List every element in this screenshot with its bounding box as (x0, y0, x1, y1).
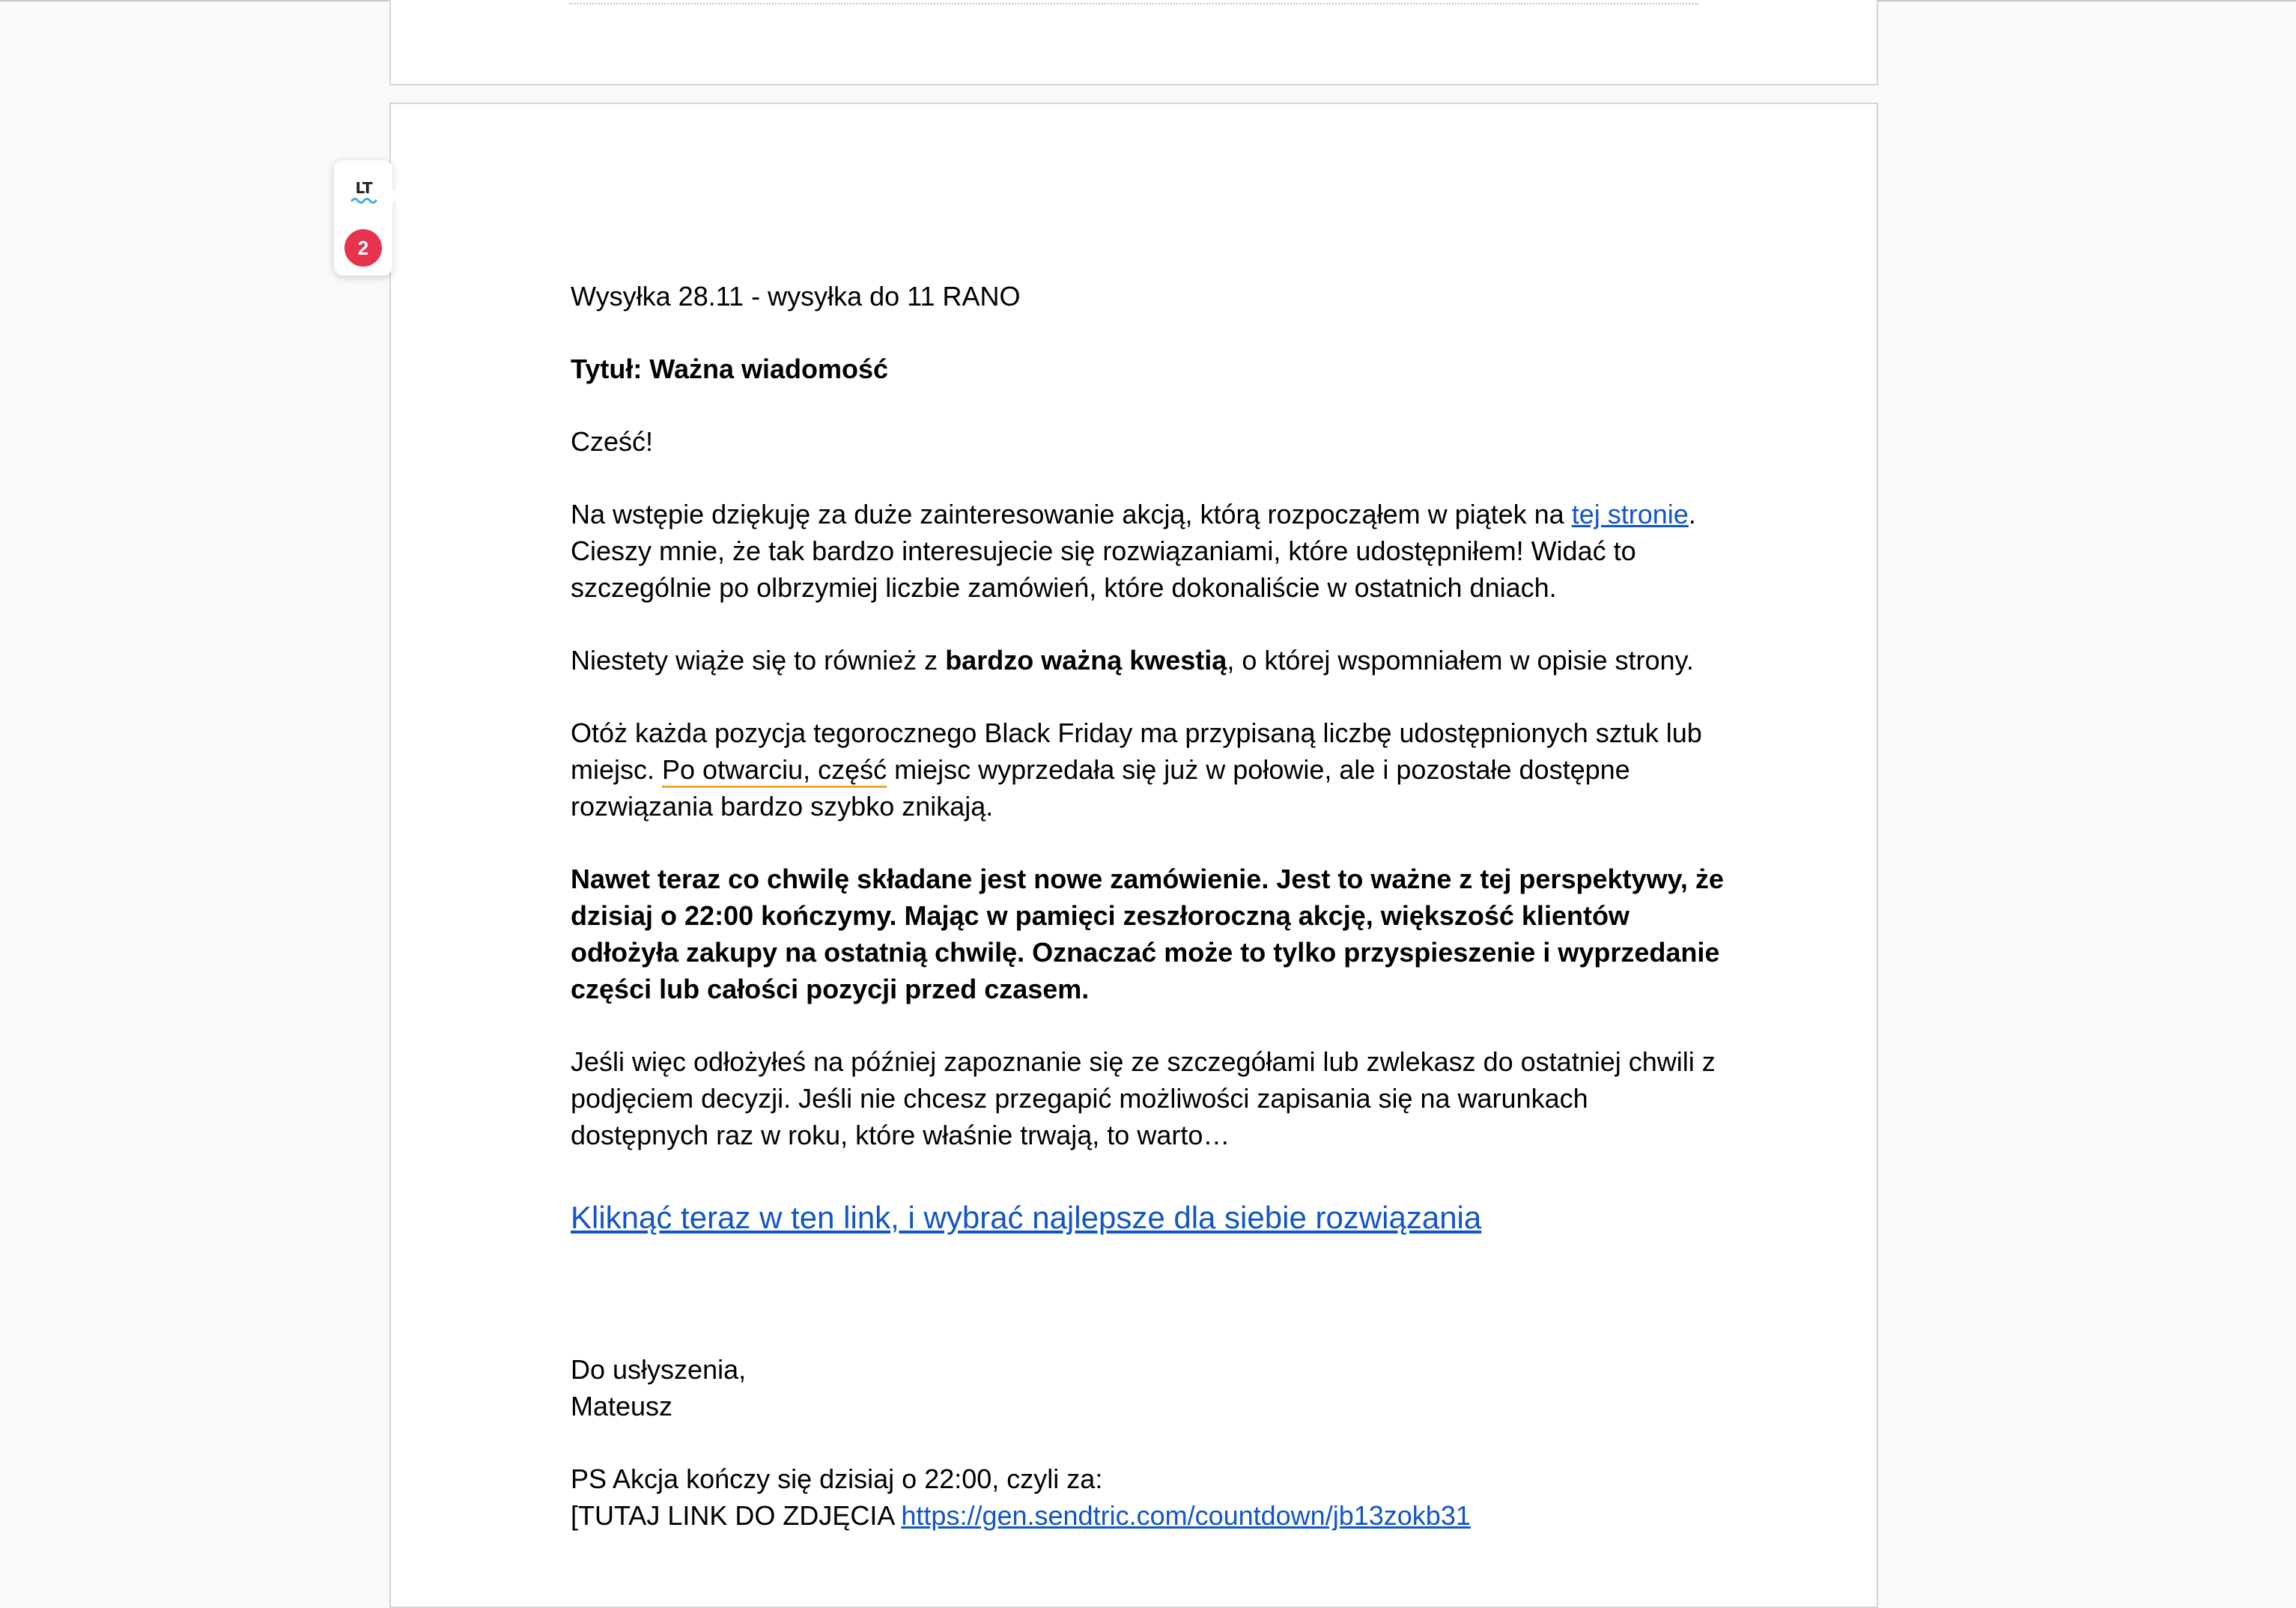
grammar-flagged-text[interactable]: Po otwarciu, część (662, 754, 887, 785)
paragraph-stock-end: miejsc wyprzedała się już w połowie, ale i pozostałe dostępne rozwiązania bardzo szybko znikają. (571, 754, 1630, 822)
signoff (571, 1351, 1724, 1425)
issue-count-badge[interactable]: 2 (344, 229, 382, 267)
ps-line: PS Akcja kończy się dzisiaj o 22:00, czyli za: (571, 1463, 1103, 1494)
document-body[interactable] (571, 278, 1724, 1570)
previous-page (389, 0, 1878, 85)
cta-paragraph (571, 1197, 1724, 1239)
paragraph-urgency: Nawet teraz co chwilę składane jest nowe zamówienie. Jest to ważne z tej perspektywy, że dzisiaj o 22:00 kończymy. Mając w pamięci zeszłoroczną akcję, większość klientów odłożyła zakupy na ostatnią chwilę. Oznaczać może to tylko przyspieszenie i wyprzedanie części lub całości pozycji przed czasem. (571, 864, 1724, 1004)
paragraph-issue-bold: bardzo ważną kwestią (945, 645, 1227, 676)
signature-name: Mateusz (571, 1391, 673, 1422)
paragraph-issue-start: Niestety wiąże się to również z (571, 645, 946, 676)
languagetool-logo-icon[interactable] (347, 175, 380, 208)
signoff-line: Do usłyszenia, (571, 1354, 747, 1385)
svg-text:LT: LT (355, 179, 373, 197)
languagetool-widget[interactable] (334, 160, 392, 276)
countdown-link[interactable]: https://gen.sendtric.com/countdown/jb13zokb31 (901, 1500, 1471, 1531)
this-page-link[interactable]: tej stronie (1571, 499, 1689, 530)
page-break-dotted-line (569, 3, 1698, 4)
paragraph-decision: Jeśli więc odłożyłeś na później zapoznanie się ze szczegółami lub zwlekasz do ostatniej chwili z podjęciem decyzji. Jeśli nie chcesz przegapić możliwości zapisania się na warunkach dostępnych raz w roku, które właśnie trwają, to warto… (571, 1046, 1716, 1150)
paragraph-intro-start: Na wstępie dziękuję za duże zainteresowanie akcją, którą rozpocząłem w piątek na (571, 499, 1572, 530)
ps-paragraph (571, 1460, 1724, 1534)
paragraph-stock (571, 715, 1724, 825)
ps-image-placeholder: [TUTAJ LINK DO ZDJĘCIA (571, 1500, 902, 1531)
email-title: Tytuł: Ważna wiadomość (571, 354, 889, 384)
shipment-line: Wysyłka 28.11 - wysyłka do 11 RANO (571, 281, 1021, 312)
greeting: Cześć! (571, 426, 654, 457)
paragraph-issue-end: , o której wspomniałem w opisie strony. (1227, 645, 1694, 676)
paragraph-intro (571, 496, 1724, 606)
paragraph-stock-start: Otóż każda pozycja tegorocznego Black Friday ma przypisaną liczbę udostępnionych sztuk lub miejsc. (571, 717, 1702, 785)
cta-link[interactable]: Kliknąć teraz w ten link, i wybrać najlepsze dla siebie rozwiązania (571, 1200, 1482, 1235)
paragraph-issue (571, 642, 1724, 679)
document-page[interactable] (389, 103, 1878, 1608)
paragraph-intro-end: . Cieszy mnie, że tak bardzo interesujecie się rozwiązaniami, które udostępniłem! Widać to szczególnie po olbrzymiej liczbie zamówień, które dokonaliście w ostatnich dniach. (571, 499, 1696, 603)
